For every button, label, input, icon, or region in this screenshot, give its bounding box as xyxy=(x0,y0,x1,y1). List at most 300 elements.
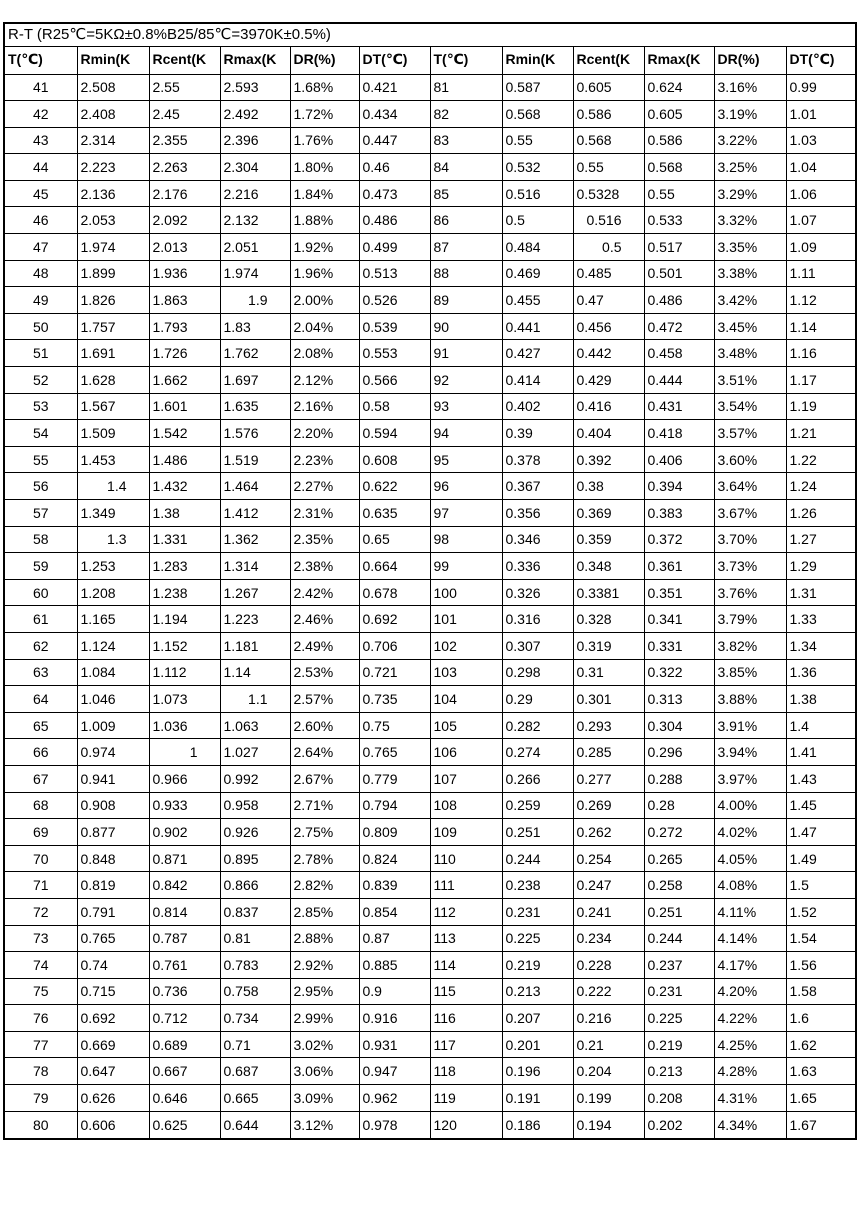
table-cell: 50 xyxy=(5,313,77,340)
table-cell: 0.406 xyxy=(644,446,714,473)
table-cell: 0.721 xyxy=(359,659,430,686)
table-cell: 1.519 xyxy=(220,446,290,473)
table-cell: 2.46% xyxy=(290,606,359,633)
table-cell: 0.319 xyxy=(573,632,644,659)
table-cell: 1.36 xyxy=(786,659,857,686)
table-cell: 65 xyxy=(5,712,77,739)
table-cell: 1.362 xyxy=(220,526,290,553)
table-cell: 1.49 xyxy=(786,845,857,872)
table-cell: 0.414 xyxy=(502,367,573,394)
table-cell: 120 xyxy=(430,1111,502,1138)
table-title: R-T (R25℃=5KΩ±0.8%B25/85℃=3970K±0.5%) xyxy=(5,24,855,47)
table-cell: 0.516 xyxy=(502,180,573,207)
table-cell: 0.485 xyxy=(573,260,644,287)
table-cell: 79 xyxy=(5,1085,77,1112)
table-cell: 0.429 xyxy=(573,367,644,394)
table-cell: 0.404 xyxy=(573,420,644,447)
table-cell: 0.265 xyxy=(644,845,714,872)
table-cell: 0.313 xyxy=(644,686,714,713)
table-cell: 1.07 xyxy=(786,207,857,234)
table-cell: 0.244 xyxy=(502,845,573,872)
table-cell: 67 xyxy=(5,765,77,792)
table-cell: 2.492 xyxy=(220,101,290,128)
table-cell: 0.5 xyxy=(573,234,644,261)
table-cell: 3.48% xyxy=(714,340,786,367)
table-cell: 102 xyxy=(430,632,502,659)
table-cell: 0.586 xyxy=(644,127,714,154)
table-cell: 43 xyxy=(5,127,77,154)
table-row xyxy=(5,420,857,447)
table-cell: 3.45% xyxy=(714,313,786,340)
table-cell: 1.697 xyxy=(220,367,290,394)
table-cell: 0.664 xyxy=(359,553,430,580)
table-cell: 1.83 xyxy=(220,313,290,340)
table-cell: 95 xyxy=(430,446,502,473)
table-row xyxy=(5,1085,857,1112)
table-cell: 3.73% xyxy=(714,553,786,580)
table-cell: 2.71% xyxy=(290,792,359,819)
table-cell: 1.349 xyxy=(77,500,149,527)
table-cell: 0.895 xyxy=(220,845,290,872)
table-cell: 3.88% xyxy=(714,686,786,713)
table-cell: 0.931 xyxy=(359,1031,430,1058)
table-cell: 2.051 xyxy=(220,234,290,261)
table-cell: 0.46 xyxy=(359,154,430,181)
table-cell: 2.31% xyxy=(290,500,359,527)
table-cell: 3.91% xyxy=(714,712,786,739)
table-cell: 0.877 xyxy=(77,819,149,846)
table-cell: 60 xyxy=(5,579,77,606)
table-cell: 0.624 xyxy=(644,74,714,101)
table-cell: 1.691 xyxy=(77,340,149,367)
table-cell: 2.27% xyxy=(290,473,359,500)
table-cell: 0.553 xyxy=(359,340,430,367)
table-cell: 1.09 xyxy=(786,234,857,261)
table-cell: 0.692 xyxy=(359,606,430,633)
table-cell: 0.941 xyxy=(77,765,149,792)
table-cell: 1.152 xyxy=(149,632,220,659)
table-cell: 0.442 xyxy=(573,340,644,367)
table-row xyxy=(5,446,857,473)
table-cell: 0.458 xyxy=(644,340,714,367)
table-cell: 0.231 xyxy=(502,898,573,925)
table-cell: 0.202 xyxy=(644,1111,714,1138)
table-cell: 0.254 xyxy=(573,845,644,872)
table-cell: 1.046 xyxy=(77,686,149,713)
table-cell: 0.259 xyxy=(502,792,573,819)
table-cell: 4.28% xyxy=(714,1058,786,1085)
table-cell: 1.33 xyxy=(786,606,857,633)
table-cell: 108 xyxy=(430,792,502,819)
table-cell: 1.14 xyxy=(786,313,857,340)
table-cell: 49 xyxy=(5,287,77,314)
table-cell: 2.92% xyxy=(290,952,359,979)
table-cell: 1.14 xyxy=(220,659,290,686)
table-cell: 0.958 xyxy=(220,792,290,819)
table-cell: 1.84% xyxy=(290,180,359,207)
table-cell: 1.4 xyxy=(786,712,857,739)
table-cell: 88 xyxy=(430,260,502,287)
table-cell: 0.351 xyxy=(644,579,714,606)
table-row xyxy=(5,473,857,500)
table-row xyxy=(5,606,857,633)
table-cell: 0.625 xyxy=(149,1111,220,1138)
table-cell: 3.60% xyxy=(714,446,786,473)
table-cell: 0.402 xyxy=(502,393,573,420)
table-cell: 47 xyxy=(5,234,77,261)
table-cell: 2.053 xyxy=(77,207,149,234)
table-cell: 84 xyxy=(430,154,502,181)
table-cell: 1.34 xyxy=(786,632,857,659)
table-cell: 4.00% xyxy=(714,792,786,819)
table-cell: 0.854 xyxy=(359,898,430,925)
table-cell: 1.601 xyxy=(149,393,220,420)
table-cell: 2.82% xyxy=(290,872,359,899)
table-cell: 0.75 xyxy=(359,712,430,739)
table-cell: 1.936 xyxy=(149,260,220,287)
table-cell: 4.34% xyxy=(714,1111,786,1138)
table-row xyxy=(5,872,857,899)
table-cell: 1.253 xyxy=(77,553,149,580)
table-cell: 1.19 xyxy=(786,393,857,420)
table-cell: 0.58 xyxy=(359,393,430,420)
table-cell: 113 xyxy=(430,925,502,952)
table-cell: 2.314 xyxy=(77,127,149,154)
table-cell: 77 xyxy=(5,1031,77,1058)
table-cell: 0.926 xyxy=(220,819,290,846)
table-cell: 0.277 xyxy=(573,765,644,792)
table-cell: 0.367 xyxy=(502,473,573,500)
table-cell: 1.04 xyxy=(786,154,857,181)
table-cell: 3.82% xyxy=(714,632,786,659)
table-cell: 0.758 xyxy=(220,978,290,1005)
table-cell: 112 xyxy=(430,898,502,925)
table-cell: 0.392 xyxy=(573,446,644,473)
table-cell: 0.331 xyxy=(644,632,714,659)
table-cell: 0.794 xyxy=(359,792,430,819)
table-cell: 0.394 xyxy=(644,473,714,500)
table-cell: 4.22% xyxy=(714,1005,786,1032)
table-cell: 2.60% xyxy=(290,712,359,739)
table-cell: 114 xyxy=(430,952,502,979)
table-cell: 101 xyxy=(430,606,502,633)
table-cell: 0.824 xyxy=(359,845,430,872)
table-cell: 85 xyxy=(430,180,502,207)
table-cell: 0.301 xyxy=(573,686,644,713)
table-cell: 2.508 xyxy=(77,74,149,101)
table-cell: 1.3 xyxy=(77,526,149,553)
table-cell: 0.244 xyxy=(644,925,714,952)
table-cell: 2.64% xyxy=(290,739,359,766)
table-cell: 3.70% xyxy=(714,526,786,553)
table-cell: 1.96% xyxy=(290,260,359,287)
table-cell: 0.605 xyxy=(573,74,644,101)
table-cell: 1.027 xyxy=(220,739,290,766)
table-cell: 0.5328 xyxy=(573,180,644,207)
table-cell: 2.396 xyxy=(220,127,290,154)
table-cell: 4.08% xyxy=(714,872,786,899)
table-cell: 2.263 xyxy=(149,154,220,181)
table-cell: 2.45 xyxy=(149,101,220,128)
table-cell: 0.568 xyxy=(644,154,714,181)
table-cell: 3.97% xyxy=(714,765,786,792)
table-cell: 58 xyxy=(5,526,77,553)
table-cell: 1.72% xyxy=(290,101,359,128)
table-cell: 3.79% xyxy=(714,606,786,633)
table-cell: 42 xyxy=(5,101,77,128)
table-cell: 72 xyxy=(5,898,77,925)
table-cell: 4.17% xyxy=(714,952,786,979)
table-row xyxy=(5,393,857,420)
table-cell: 0.266 xyxy=(502,765,573,792)
table-cell: 0.594 xyxy=(359,420,430,447)
table-cell: 0.28 xyxy=(644,792,714,819)
table-cell: 110 xyxy=(430,845,502,872)
table-cell: 0.341 xyxy=(644,606,714,633)
table-cell: 2.593 xyxy=(220,74,290,101)
table-cell: 0.486 xyxy=(359,207,430,234)
table-cell: 0.839 xyxy=(359,872,430,899)
table-cell: 55 xyxy=(5,446,77,473)
table-cell: 63 xyxy=(5,659,77,686)
table-cell: 1.92% xyxy=(290,234,359,261)
table-cell: 0.441 xyxy=(502,313,573,340)
header-rmax-right: Rmax(K xyxy=(644,47,714,74)
table-cell: 1.009 xyxy=(77,712,149,739)
table-row xyxy=(5,765,857,792)
table-cell: 106 xyxy=(430,739,502,766)
table-cell: 61 xyxy=(5,606,77,633)
table-row xyxy=(5,180,857,207)
table-cell: 0.372 xyxy=(644,526,714,553)
table-cell: 2.38% xyxy=(290,553,359,580)
table-cell: 2.013 xyxy=(149,234,220,261)
table-cell: 1.5 xyxy=(786,872,857,899)
table-row xyxy=(5,74,857,101)
table-cell: 1.6 xyxy=(786,1005,857,1032)
table-cell: 0.566 xyxy=(359,367,430,394)
table-cell: 1.181 xyxy=(220,632,290,659)
table-cell: 1.52 xyxy=(786,898,857,925)
table-cell: 97 xyxy=(430,500,502,527)
table-cell: 0.486 xyxy=(644,287,714,314)
table-cell: 0.605 xyxy=(644,101,714,128)
table-cell: 1.01 xyxy=(786,101,857,128)
table-cell: 0.692 xyxy=(77,1005,149,1032)
table-cell: 119 xyxy=(430,1085,502,1112)
rt-table-sheet xyxy=(3,22,857,1140)
table-cell: 2.53% xyxy=(290,659,359,686)
table-cell: 0.842 xyxy=(149,872,220,899)
table-cell: 1.41 xyxy=(786,739,857,766)
table-row xyxy=(5,978,857,1005)
table-cell: 0.809 xyxy=(359,819,430,846)
table-cell: 3.12% xyxy=(290,1111,359,1138)
table-row xyxy=(5,792,857,819)
table-row xyxy=(5,712,857,739)
table-cell: 0.667 xyxy=(149,1058,220,1085)
table-cell: 1.21 xyxy=(786,420,857,447)
table-cell: 2.95% xyxy=(290,978,359,1005)
table-cell: 3.42% xyxy=(714,287,786,314)
table-cell: 0.783 xyxy=(220,952,290,979)
table-cell: 0.247 xyxy=(573,872,644,899)
table-cell: 1.26 xyxy=(786,500,857,527)
table-cell: 41 xyxy=(5,74,77,101)
table-cell: 0.241 xyxy=(573,898,644,925)
table-row xyxy=(5,925,857,952)
table-cell: 3.19% xyxy=(714,101,786,128)
table-cell: 0.501 xyxy=(644,260,714,287)
table-cell: 0.326 xyxy=(502,579,573,606)
table-cell: 59 xyxy=(5,553,77,580)
table-cell: 0.568 xyxy=(502,101,573,128)
table-cell: 0.712 xyxy=(149,1005,220,1032)
table-cell: 0.47 xyxy=(573,287,644,314)
table-cell: 2.355 xyxy=(149,127,220,154)
table-cell: 0.9 xyxy=(359,978,430,1005)
table-cell: 1.331 xyxy=(149,526,220,553)
table-cell: 4.05% xyxy=(714,845,786,872)
table-cell: 4.11% xyxy=(714,898,786,925)
table-cell: 1.9 xyxy=(220,287,290,314)
table-cell: 1.06 xyxy=(786,180,857,207)
table-cell: 2.88% xyxy=(290,925,359,952)
table-cell: 0.222 xyxy=(573,978,644,1005)
table-cell: 99 xyxy=(430,553,502,580)
table-cell: 0.947 xyxy=(359,1058,430,1085)
table-row xyxy=(5,287,857,314)
table-cell: 0.65 xyxy=(359,526,430,553)
table-cell: 118 xyxy=(430,1058,502,1085)
table-cell: 0.304 xyxy=(644,712,714,739)
table-cell: 3.22% xyxy=(714,127,786,154)
rt-table xyxy=(5,47,857,1138)
table-row xyxy=(5,898,857,925)
table-cell: 3.76% xyxy=(714,579,786,606)
header-rmin-left: Rmin(K xyxy=(77,47,149,74)
table-cell: 2.78% xyxy=(290,845,359,872)
table-cell: 94 xyxy=(430,420,502,447)
table-cell: 2.42% xyxy=(290,579,359,606)
table-cell: 0.499 xyxy=(359,234,430,261)
table-cell: 4.25% xyxy=(714,1031,786,1058)
table-cell: 0.272 xyxy=(644,819,714,846)
header-rmax-left: Rmax(K xyxy=(220,47,290,74)
table-cell: 0.587 xyxy=(502,74,573,101)
table-cell: 0.447 xyxy=(359,127,430,154)
table-cell: 0.761 xyxy=(149,952,220,979)
table-cell: 0.285 xyxy=(573,739,644,766)
table-cell: 0.779 xyxy=(359,765,430,792)
table-cell: 117 xyxy=(430,1031,502,1058)
table-cell: 0.21 xyxy=(573,1031,644,1058)
table-cell: 78 xyxy=(5,1058,77,1085)
table-cell: 0.735 xyxy=(359,686,430,713)
table-row xyxy=(5,101,857,128)
table-cell: 57 xyxy=(5,500,77,527)
table-cell: 0.533 xyxy=(644,207,714,234)
table-cell: 0.359 xyxy=(573,526,644,553)
table-row xyxy=(5,207,857,234)
table-cell: 3.16% xyxy=(714,74,786,101)
table-cell: 0.262 xyxy=(573,819,644,846)
table-cell: 66 xyxy=(5,739,77,766)
table-cell: 2.67% xyxy=(290,765,359,792)
table-cell: 0.517 xyxy=(644,234,714,261)
table-cell: 1.073 xyxy=(149,686,220,713)
table-cell: 0.204 xyxy=(573,1058,644,1085)
table-cell: 0.871 xyxy=(149,845,220,872)
table-cell: 2.223 xyxy=(77,154,149,181)
table-cell: 0.361 xyxy=(644,553,714,580)
table-cell: 0.378 xyxy=(502,446,573,473)
table-cell: 1.793 xyxy=(149,313,220,340)
table-cell: 1.47 xyxy=(786,819,857,846)
table-cell: 1.757 xyxy=(77,313,149,340)
table-cell: 0.586 xyxy=(573,101,644,128)
table-cell: 98 xyxy=(430,526,502,553)
table-cell: 0.336 xyxy=(502,553,573,580)
table-cell: 46 xyxy=(5,207,77,234)
table-cell: 0.369 xyxy=(573,500,644,527)
table-cell: 91 xyxy=(430,340,502,367)
table-row xyxy=(5,526,857,553)
table-cell: 2.75% xyxy=(290,819,359,846)
table-cell: 1.38 xyxy=(149,500,220,527)
table-cell: 1.38 xyxy=(786,686,857,713)
table-cell: 1.726 xyxy=(149,340,220,367)
table-cell: 2.408 xyxy=(77,101,149,128)
table-cell: 1 xyxy=(149,739,220,766)
table-cell: 1.628 xyxy=(77,367,149,394)
table-row xyxy=(5,1111,857,1138)
table-cell: 1.063 xyxy=(220,712,290,739)
table-cell: 0.715 xyxy=(77,978,149,1005)
table-cell: 0.296 xyxy=(644,739,714,766)
header-t-left: T(℃) xyxy=(5,47,77,74)
table-cell: 3.64% xyxy=(714,473,786,500)
table-cell: 2.176 xyxy=(149,180,220,207)
header-dr-left: DR(%) xyxy=(290,47,359,74)
table-cell: 56 xyxy=(5,473,77,500)
table-cell: 0.225 xyxy=(644,1005,714,1032)
table-cell: 64 xyxy=(5,686,77,713)
table-cell: 2.216 xyxy=(220,180,290,207)
table-cell: 0.307 xyxy=(502,632,573,659)
table-cell: 0.687 xyxy=(220,1058,290,1085)
table-cell: 0.455 xyxy=(502,287,573,314)
table-cell: 0.186 xyxy=(502,1111,573,1138)
table-cell: 0.416 xyxy=(573,393,644,420)
table-cell: 0.383 xyxy=(644,500,714,527)
table-cell: 1.635 xyxy=(220,393,290,420)
table-cell: 2.00% xyxy=(290,287,359,314)
table-cell: 92 xyxy=(430,367,502,394)
table-cell: 0.644 xyxy=(220,1111,290,1138)
table-cell: 0.626 xyxy=(77,1085,149,1112)
table-cell: 0.734 xyxy=(220,1005,290,1032)
table-cell: 104 xyxy=(430,686,502,713)
table-cell: 2.23% xyxy=(290,446,359,473)
table-cell: 1.80% xyxy=(290,154,359,181)
table-cell: 3.57% xyxy=(714,420,786,447)
table-cell: 68 xyxy=(5,792,77,819)
table-cell: 1.432 xyxy=(149,473,220,500)
table-row xyxy=(5,340,857,367)
table-cell: 89 xyxy=(430,287,502,314)
table-cell: 2.35% xyxy=(290,526,359,553)
